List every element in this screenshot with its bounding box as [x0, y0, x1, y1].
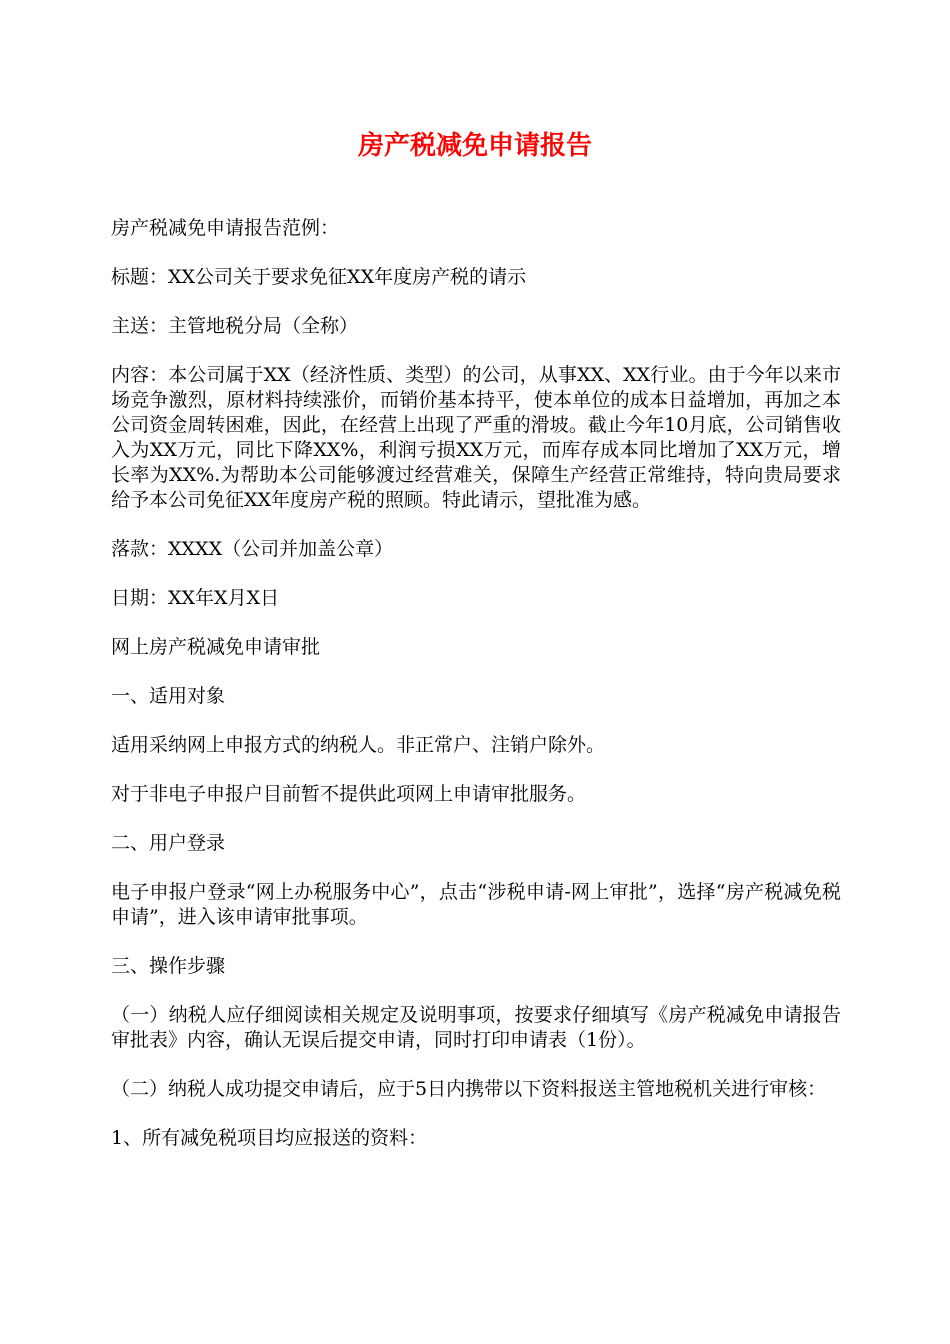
paragraph-date: 日期：XX年X月X日 [111, 587, 280, 609]
paragraph-signature: 落款：XXXX（公司并加盖公章） [111, 538, 394, 560]
paragraph-subject: 标题：XX公司关于要求免征XX年度房产税的请示 [111, 266, 527, 288]
section-heading-applicable: 一、适用对象 [111, 685, 226, 707]
paragraph-step-two: （二）纳税人成功提交申请后，应于5日内携带以下资料报送主管地税机关进行审核： [111, 1078, 827, 1100]
paragraph-example-heading: 房产税减免申请报告范例： [111, 217, 340, 239]
document-body [111, 216, 841, 1175]
paragraph-recipient: 主送：主管地税分局（全称） [111, 315, 359, 337]
paragraph-content: 内容：本公司属于XX（经济性质、类型）的公司，从事XX、XX行业。由于今年以来市场竞争激烈，原材料持续涨价，而销价基本持平，使本单位的成本日益增加，再加之本公司资金周转困难，因此，在经营上出现了严重的滑坡。截止今年10月底，公司销售收入为XX万元，同比下降XX%，利润亏损XX万元，而库存成本同比增加了XX万元，增长率为XX%.为帮助本公司能够渡过经营难关，保障生产经营正常维持，特向贵局要求给予本公司免征XX年度房产税的照顾。特此请示，望批准为感。 [111, 364, 841, 511]
paragraph-applicable-taxpayers: 适用采纳网上申报方式的纳税人。非正常户、注销户除外。 [111, 734, 606, 756]
paragraph-step-one: （一）纳税人应仔细阅读相关规定及说明事项，按要求仔细填写《房产税减免申请报告审批表》内容，确认无误后提交申请，同时打印申请表（1份）。 [111, 1004, 841, 1051]
paragraph-online-approval: 网上房产税减免申请审批 [111, 636, 321, 658]
paragraph-login-steps: 电子申报户登录“网上办税服务中心”，点击“涉税申请-网上审批”，选择“房产税减免税申请”，进入该申请审批事项。 [111, 881, 841, 928]
document-title: 房产税减免申请报告 [357, 131, 592, 161]
paragraph-materials: 1、所有减免税项目均应报送的资料： [111, 1127, 428, 1149]
section-heading-steps: 三、操作步骤 [111, 955, 226, 977]
paragraph-non-electronic: 对于非电子申报户目前暂不提供此项网上申请审批服务。 [111, 783, 587, 805]
section-heading-login: 二、用户登录 [111, 832, 226, 854]
